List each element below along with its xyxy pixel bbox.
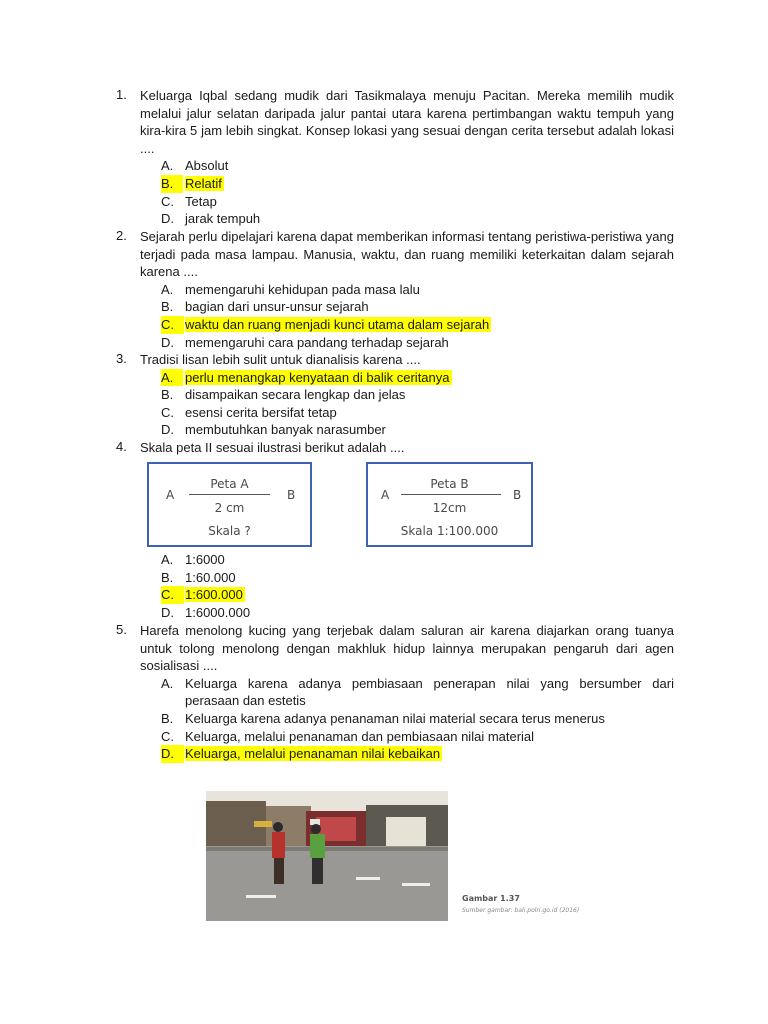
option-b	[161, 386, 674, 404]
option-a	[161, 675, 674, 710]
option-text: memengaruhi cara pandang terhadap sejarah	[185, 334, 449, 350]
option-d-highlighted	[161, 745, 674, 763]
option-letter: A.	[161, 281, 174, 297]
option-letter: B.	[161, 710, 174, 726]
question-5	[116, 622, 674, 763]
map-b-distance: 12cm	[432, 501, 467, 515]
option-a	[161, 157, 674, 175]
option-text: Keluarga karena adanya pembiasaan penerapan nilai yang bersumber dari perasaan dan estetis	[185, 675, 674, 709]
option-c	[161, 728, 674, 746]
option-text: perlu menangkap kenyataan di balik ceritanya	[185, 369, 450, 385]
option-letter: B.	[161, 387, 174, 403]
option-a	[161, 551, 674, 569]
option-letter: C.	[161, 193, 174, 209]
option-letter: B.	[161, 175, 183, 193]
map-b-illustration	[366, 462, 533, 547]
option-letter: D.	[161, 745, 184, 763]
question-text: Tradisi lisan lebih sulit untuk dianalisis karena ....	[140, 352, 421, 367]
option-text: Keluarga karena adanya penanaman nilai material secara terus menerus	[185, 710, 605, 726]
option-letter: D.	[161, 334, 174, 350]
option-d	[161, 210, 674, 228]
map-a-distance-line	[189, 494, 270, 495]
option-text: waktu dan ruang menjadi kunci utama dalam sejarah	[185, 316, 490, 332]
option-letter: A.	[161, 158, 174, 174]
option-letter: C.	[161, 404, 174, 420]
option-letter: A.	[161, 552, 174, 567]
question-4-options	[116, 551, 674, 621]
option-letter: C.	[161, 728, 174, 744]
options-list	[161, 551, 674, 621]
option-b	[161, 710, 674, 728]
question-number: 3.	[116, 351, 127, 366]
option-letter: C.	[161, 316, 184, 334]
photo-illustration	[206, 791, 448, 921]
question-text: Keluarga Iqbal sedang mudik dari Tasikmalaya menuju Pacitan. Mereka memilih mudik melalui jalur selatan daripada jalur pantai utara karena pertimbangan waktu tempuh yang kira-kira 5 jam lebih singkat. Konsep lokasi yang sesuai dengan cerita tersebut adalah lokasi ....	[140, 88, 674, 156]
option-text: 1:600.000	[185, 587, 243, 603]
options-list	[161, 369, 674, 439]
option-text: memengaruhi kehidupan pada masa lalu	[185, 281, 420, 297]
question-number: 1.	[116, 87, 127, 102]
option-text: 1:6000	[185, 552, 225, 567]
option-letter: D.	[161, 422, 174, 438]
option-text: Keluarga, melalui penanaman dan pembiasaan nilai material	[185, 728, 535, 744]
map-b-point-b: B	[513, 488, 522, 502]
option-c-highlighted	[161, 316, 674, 334]
option-text: 1:60.000	[185, 569, 236, 585]
option-c	[161, 404, 674, 422]
option-letter: D.	[161, 604, 174, 620]
options-list	[161, 675, 674, 763]
option-letter: B.	[161, 299, 174, 315]
map-a-distance: 2 cm	[214, 501, 245, 515]
question-1	[116, 87, 674, 228]
option-letter: A.	[161, 675, 174, 691]
option-a-highlighted	[161, 369, 674, 387]
option-c-highlighted	[161, 586, 674, 604]
option-b	[161, 569, 674, 587]
option-text: Keluarga, melalui penanaman nilai kebaikan	[185, 746, 441, 762]
map-a-point-a: A	[166, 488, 175, 502]
option-letter: C.	[161, 586, 184, 604]
option-letter: A.	[161, 369, 183, 387]
option-text: Relatif	[185, 175, 222, 191]
question-text: Sejarah perlu dipelajari karena dapat memberikan informasi tentang peristiwa-peristiwa yang terjadi pada masa lampau. Manusia, waktu, dan ruang memiliki keterkaitan dalam sejarah karena ....	[140, 229, 674, 280]
map-b-scale: Skala 1:100.000	[400, 524, 499, 538]
map-a-illustration	[147, 462, 312, 547]
option-text: esensi cerita bersifat tetap	[185, 404, 337, 420]
option-d	[161, 421, 674, 439]
map-a-title: Peta A	[210, 477, 249, 491]
map-a-scale: Skala ?	[208, 524, 251, 538]
option-b-highlighted	[161, 175, 674, 193]
option-a	[161, 281, 674, 299]
question-3	[116, 351, 674, 439]
question-number: 2.	[116, 228, 127, 243]
option-b	[161, 298, 674, 316]
options-list	[161, 281, 674, 351]
figure-caption: Gambar 1.37	[462, 894, 520, 903]
map-b-title: Peta B	[430, 477, 469, 491]
question-4	[116, 439, 674, 457]
question-number: 5.	[116, 622, 127, 637]
option-text: jarak tempuh	[185, 211, 261, 227]
option-letter: D.	[161, 211, 174, 227]
option-text: disampaikan secara lengkap dan jelas	[185, 387, 406, 403]
question-text: Skala peta II sesuai ilustrasi berikut adalah ....	[140, 440, 405, 455]
question-text: Harefa menolong kucing yang terjebak dalam saluran air karena diajarkan orang tuanya untuk tolong menolong dengan makhluk hidup lainnya merupakan pengaruh dari agen sosialisasi ....	[140, 623, 674, 674]
options-list	[161, 157, 674, 227]
option-c	[161, 193, 674, 211]
map-b-distance-line	[401, 494, 501, 495]
option-text: 1:6000.000	[185, 604, 251, 620]
option-text: bagian dari unsur-unsur sejarah	[185, 299, 369, 315]
figure-source: Sumber gambar: bali.polri.go.id (2016)	[462, 907, 580, 914]
option-text: Tetap	[185, 193, 217, 209]
option-text: Absolut	[185, 158, 229, 174]
option-d	[161, 334, 674, 352]
question-number: 4.	[116, 439, 127, 454]
question-2	[116, 228, 674, 351]
street-crossing-photo	[206, 791, 448, 921]
option-text: membutuhkan banyak narasumber	[185, 422, 386, 438]
option-d	[161, 604, 674, 622]
option-letter: B.	[161, 569, 174, 585]
map-b-point-a: A	[381, 488, 390, 502]
map-a-point-b: B	[287, 488, 296, 502]
